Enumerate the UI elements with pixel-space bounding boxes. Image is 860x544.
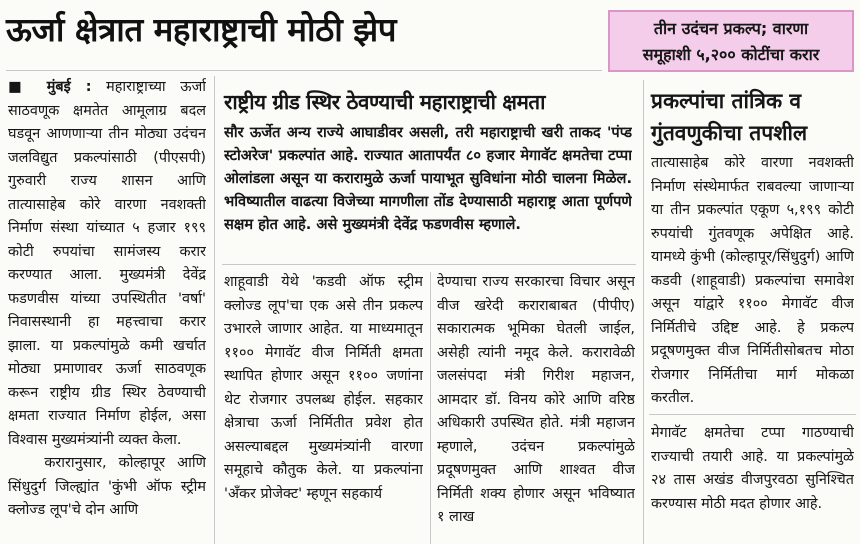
sidebar-rule <box>649 414 856 415</box>
column-divider-1 <box>214 76 215 544</box>
headline-rule <box>6 70 602 71</box>
headline: ऊर्जा क्षेत्रात महाराष्ट्राची मोठी झेप <box>6 10 396 49</box>
subheadline: राष्ट्रीय ग्रीड स्थिर ठेवण्याची महाराष्ट्राची क्षमता <box>224 90 546 114</box>
intro-rule <box>222 264 636 265</box>
sidebar-body-2: मेगावॅट क्षमतेचा टप्पा गाठण्याची राज्याची तयारी आहे. या प्रकल्पांमुळे २४ तास अखंड वीजपुरवठा सुनिश्चित करण्यास मोठी मदत होणार आहे. <box>651 425 854 512</box>
column-divider-2 <box>430 272 431 544</box>
sidebar-body: तात्यासाहेब कोरे वारणा नवशक्ती निर्माण संस्थेमार्फत राबवल्या जाणाऱ्या या तीन प्रकल्पांत एकूण ५,१९९ कोटी रुपयांची गुंतवणूक अपेक्षित आहे. यामध्ये कुंभी (कोल्हापूर/सिंधुदुर्ग) आणि कडवी (शाहूवाडी) प्रकल्पांचा समावेश असून यांद्वारे ११०० मेगावॅट वीज निर्मितीचे उद्दिष्ट आहे. हे प्रकल्प प्रदूषणमुक्त वीज निर्मितीसोबतच मोठा रोजगार निर्मितीचा मार्ग मोकळा करतील. <box>651 155 854 406</box>
column-2: शाहूवाडी येथे 'कडवी ऑफ स्ट्रीम क्लोज्ड लूप'चा एक असे तीन प्रकल्प उभारले जाणार आहेत. या माध्यमातून ११०० मेगावॅट वीज निर्मिती क्षमता स्थापित होणार असून ११०० जणांना थेट रोजगार उपलब्ध होईल. सहकार क्षेत्राचा ऊर्जा निर्मितीत प्रवेश होत असल्याबद्दल मुख्यमंत्र्यांनी वारणा समूहाचे कौतुक केले. या प्रकल्पांना 'अँकर प्रोजेक्ट' म्हणून सहकार्य <box>224 274 423 502</box>
column-1 <box>8 76 206 544</box>
highlight-line-1: तीन उदंचन प्रकल्प; वारणा <box>653 19 809 38</box>
dateline: ■ मुंबई : <box>8 79 92 95</box>
column-1-text-2: करारानुसार, कोल्हापूर आणि सिंधुदुर्ग जिल्ह्यांत 'कुंभी ऑफ स्ट्रीम क्लोज्ड लूप'चे दोन आणि <box>8 455 206 518</box>
column-3: देण्याचा राज्य सरकारचा विचार असून वीज खरेदी कराराबाबत (पीपीए) सकारात्मक भूमिका घेतली जाईल, असेही त्यांनी नमूद केले. करारावेळी जलसंपदा मंत्री गिरीश महाजन, आमदार डॉ. विनय कोरे आणि वरिष्ठ अधिकारी उपस्थित होते. मंत्री महाजन म्हणाले, उदंचन प्रकल्पांमुळे प्रदूषणमुक्त आणि शाश्वत वीज निर्मिती शक्य होणार असून भविष्यात १ लाख <box>437 274 635 525</box>
highlight-line-2: समूहाशी ५,२०० कोटींचा करार <box>642 45 820 64</box>
highlight-box <box>608 10 854 72</box>
column-1-text: महाराष्ट्राच्या ऊर्जा साठवणूक क्षमतेत आमूलाग्र बदल घडवून आणणाऱ्या तीन मोठ्या उदंचन जलविद्युत प्रकल्पांसाठी (पीएसपी) गुरुवारी राज्य शासन आणि तात्यासाहेब कोरे वारणा नवशक्ती निर्माण संस्था यांच्यात ५ हजार १९९ कोटी रुपयांचा सामंजस्य करार करण्यात आला. मुख्यमंत्री देवेंद्र फडणवीस यांच्या उपस्थितीत 'वर्षा' निवासस्थानी हा महत्त्वाचा करार झाला. या प्रकल्पांमुळे कमी खर्चात मोठ्या प्रमाणावर ऊर्जा साठवणूक करून राष्ट्रीय ग्रीड स्थिर ठेवण्याची क्षमता राज्यात निर्माण होईल, असा विश्वास मुख्यमंत्र्यांनी व्यक्त केला. <box>8 79 206 448</box>
column-divider-3 <box>643 80 644 544</box>
sidebar-title: प्रकल्पांचा तांत्रिक व गुंतवणुकीचा तपशील <box>651 89 808 145</box>
intro-paragraph: सौर ऊर्जेत अन्य राज्ये आघाडीवर असली, तरी महाराष्ट्राची खरी ताकद 'पंप्ड स्टोअरेज' प्रकल्पांत आहे. राज्यात आतापर्यंत ८० हजार मेगावॅट क्षमतेचा टप्पा ओलांडला असून या करारामुळे ऊर्जा पायाभूत सुविधांना मोठी चालना मिळेल. भविष्यातील वाढत्या विजेच्या मागणीला तोंड देण्यासाठी महाराष्ट्र आता पूर्णपणे सक्षम होत आहे. असे मुख्यमंत्री देवेंद्र फडणवीस म्हणाले. <box>224 124 632 233</box>
